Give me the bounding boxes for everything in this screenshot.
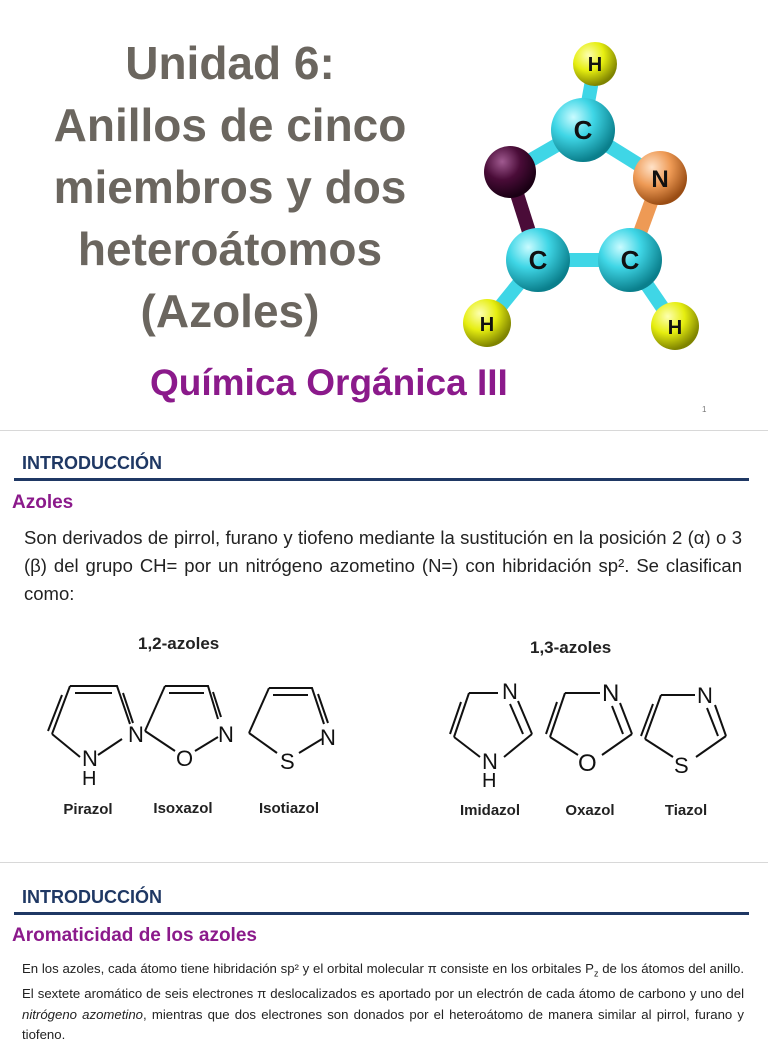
section-header: INTRODUCCIÓN bbox=[22, 453, 162, 473]
atom-n: N bbox=[320, 725, 336, 750]
atom-h: H bbox=[82, 768, 97, 790]
slide-title bbox=[20, 32, 440, 342]
italic-term: nitrógeno azometino bbox=[22, 1006, 144, 1022]
title-line: (Azoles) bbox=[140, 285, 320, 337]
section-subheader: Aromaticidad de los azoles bbox=[12, 925, 257, 946]
azoles-intro-slide bbox=[0, 430, 768, 863]
pirazol-label: Pirazol bbox=[63, 801, 113, 818]
atom-o: O bbox=[176, 746, 194, 771]
atom-label: H bbox=[479, 314, 495, 336]
page-number: 1 bbox=[702, 405, 707, 414]
group-label-13-azoles: 1,3-azoles bbox=[530, 638, 612, 657]
isotiazol-label: Isotiazol bbox=[258, 800, 319, 817]
section-divider bbox=[14, 912, 749, 915]
pirazol-structure bbox=[42, 679, 142, 789]
aromaticity-slide bbox=[0, 862, 768, 1043]
atom-label: H bbox=[667, 317, 683, 339]
atom-label: C bbox=[620, 245, 640, 275]
molecule-3d-image bbox=[450, 40, 720, 360]
tiazol-label: Tiazol bbox=[664, 802, 708, 819]
isotiazol-structure bbox=[244, 679, 344, 789]
isoxazol-label: Isoxazol bbox=[153, 800, 213, 817]
atom-s: S bbox=[674, 753, 689, 778]
group-label-12-azoles: 1,2-azoles bbox=[138, 634, 220, 653]
section-subheader: Azoles bbox=[12, 492, 74, 513]
title-line: miembros y dos bbox=[53, 161, 407, 213]
intro-paragraph: Son derivados de pirrol, furano y tiofeno mediante la sustitución en la posición 2 (α) o 3 (β) del grupo CH= por un nitrógeno azometino (N=) con hibridación sp². Se clasifican como: bbox=[24, 527, 742, 604]
atom-n: N bbox=[82, 746, 98, 771]
title-line: heteroátomos bbox=[77, 223, 383, 275]
atom-label: C bbox=[573, 115, 593, 145]
atom-n: N bbox=[482, 749, 498, 774]
heteroatom-sphere bbox=[484, 146, 536, 198]
atom-label: C bbox=[528, 245, 548, 275]
imidazol-structure bbox=[444, 679, 544, 792]
title-slide bbox=[0, 0, 768, 430]
atom-o: O bbox=[578, 750, 597, 777]
paragraph-text: de los átomos del anillo. El sextete aromático de seis electrones π deslocalizados es aportado por un electrón de cada átomo de carbono y uno del bbox=[22, 961, 744, 1002]
section-divider bbox=[14, 478, 749, 481]
title-line: Anillos de cinco bbox=[53, 99, 407, 151]
paragraph-text: , mientras que dos electrones son donados por el heteroátomo de manera similar al pirrol, furano y tiofeno. bbox=[22, 1006, 744, 1043]
aromaticity-paragraph bbox=[22, 959, 744, 1046]
atom-s: S bbox=[280, 749, 295, 774]
tiazol-structure bbox=[638, 681, 738, 791]
atom-n: N bbox=[697, 683, 713, 708]
paragraph-text: En los azoles, cada átomo tiene hibridación sp² y el orbital molecular π consiste en los orbitales P bbox=[22, 961, 594, 976]
subscript: z bbox=[593, 968, 599, 979]
section-header: INTRODUCCIÓN bbox=[22, 887, 162, 907]
atom-n: N bbox=[128, 722, 144, 747]
oxazol-label: Oxazol bbox=[565, 802, 615, 819]
imidazol-label: Imidazol bbox=[459, 802, 520, 819]
atom-h: H bbox=[482, 770, 497, 792]
atom-n: N bbox=[218, 722, 234, 747]
course-subtitle: Química Orgánica III bbox=[150, 362, 508, 403]
isoxazol-structure bbox=[140, 679, 240, 789]
oxazol-structure bbox=[542, 679, 642, 789]
atom-label: N bbox=[651, 166, 669, 193]
title-line: Unidad 6: bbox=[125, 37, 335, 89]
atom-n: N bbox=[502, 679, 518, 704]
atom-n: N bbox=[602, 680, 620, 707]
atom-label: H bbox=[587, 54, 603, 76]
